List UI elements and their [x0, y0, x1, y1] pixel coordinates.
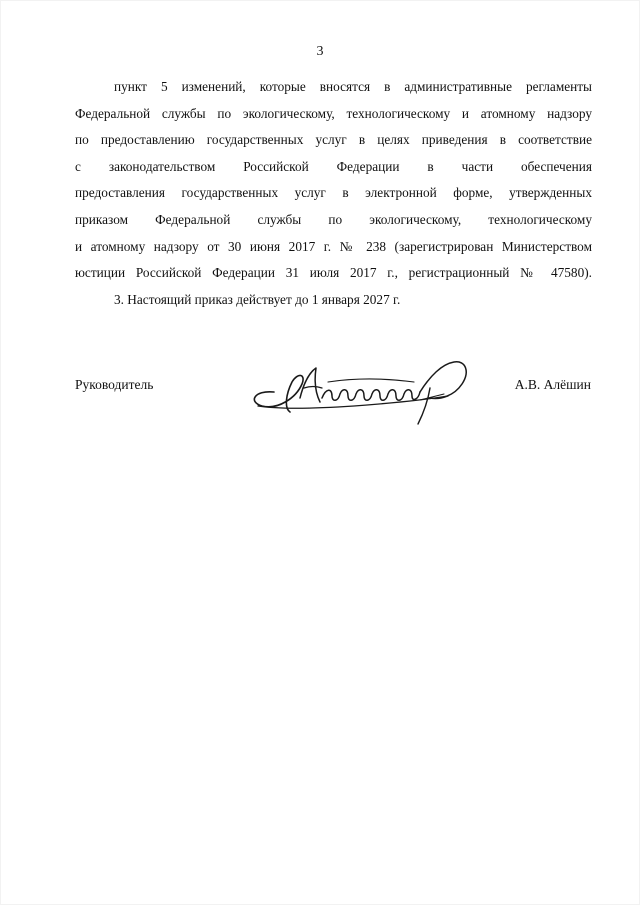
- body-text: [75, 74, 592, 313]
- signature-icon: [244, 352, 476, 430]
- body-line-8: юстиции Российской Федерации 31 июля 2017 г., регистрационный № 47580).: [75, 265, 592, 281]
- body-line-5: предоставления государственных услуг в электронной форме, утвержденных: [75, 185, 592, 201]
- body-line-3: по предоставлению государственных услуг в целях приведения в соответствие: [75, 132, 592, 148]
- paragraph-3: 3. Настоящий приказ действует до 1 января 2027 г.: [114, 291, 401, 307]
- signatory-name: А.В. Алёшин: [514, 377, 591, 392]
- body-line-7: и атомному надзору от 30 июня 2017 г. № 238 (зарегистрирован Министерством: [75, 238, 592, 254]
- body-line-2: Федеральной службы по экологическому, технологическому и атомному надзору: [75, 105, 592, 121]
- signatory-role: Руководитель: [75, 377, 154, 392]
- body-line-6: приказом Федеральной службы по экологическому, технологическому: [75, 211, 592, 227]
- page-number: 3: [316, 44, 324, 59]
- handwritten-signature: [244, 352, 476, 430]
- body-line-4: с законодательством Российской Федерации в части обеспечения: [75, 158, 592, 174]
- body-line-1: пункт 5 изменений, которые вносятся в административные регламенты: [114, 79, 592, 94]
